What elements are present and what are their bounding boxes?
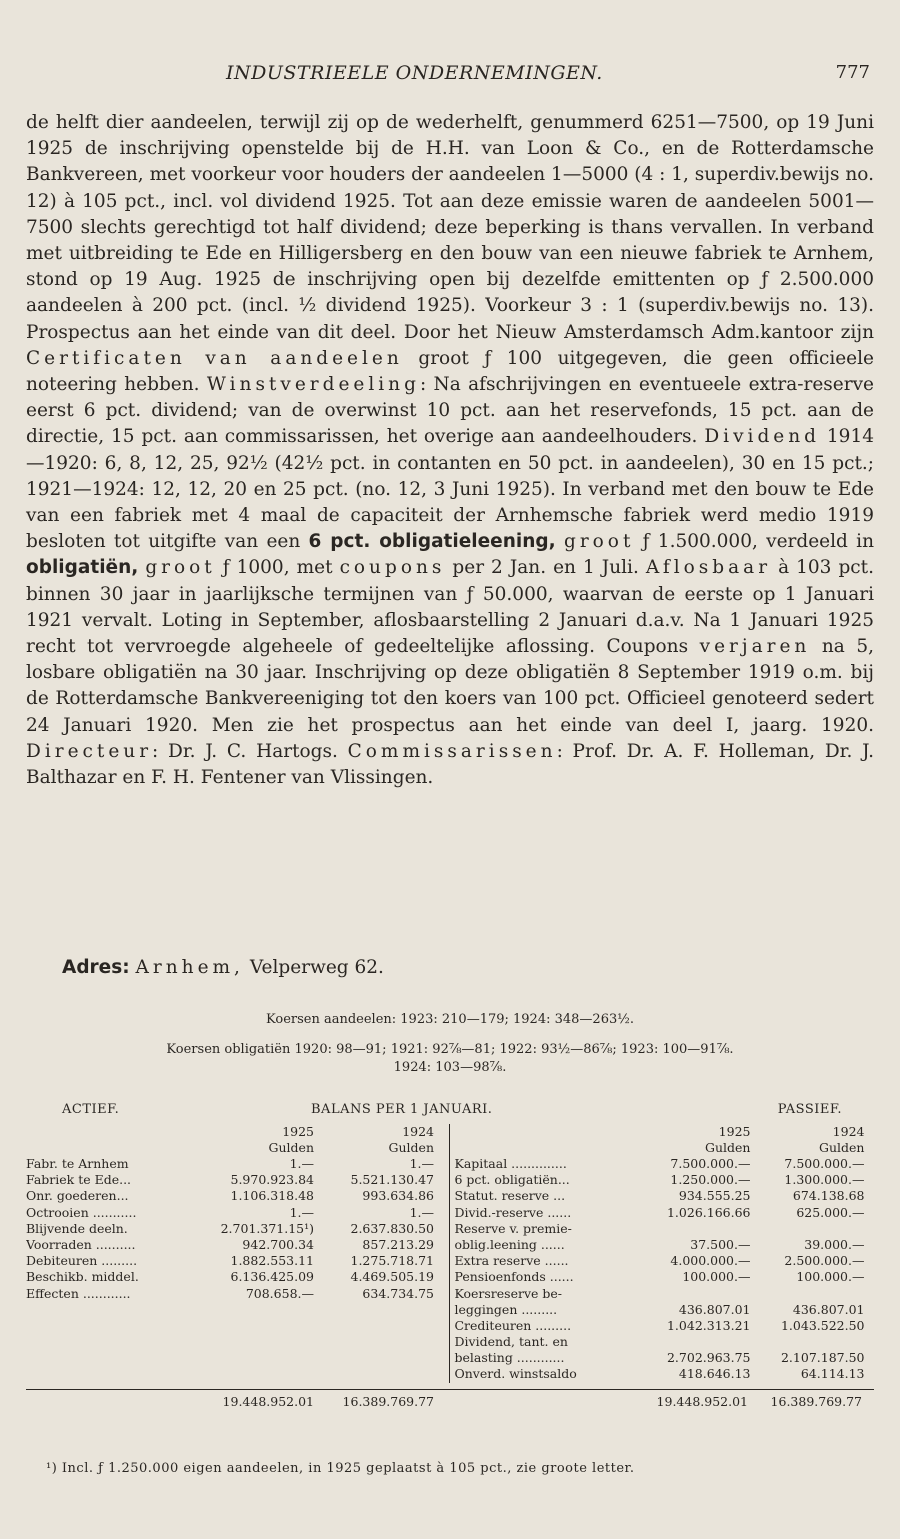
row-value: 64.114.13 [800, 1366, 865, 1382]
share-quotes: Koersen aandeelen: 1923: 210—179; 1924: 348—263½. [266, 1012, 634, 1027]
term-coupons: coupons [339, 557, 446, 579]
term-aflosbaar: Aflosbaar [645, 557, 772, 579]
row-value: 1.882.553.11 [230, 1253, 314, 1269]
unit-header: Gulden [268, 1140, 314, 1155]
address-city: Arnhem, [135, 957, 244, 978]
unit-header: Gulden [819, 1140, 865, 1155]
body-paragraph: de helft dier aandeelen, terwijl zij op de wederhelft, genummerd 6251—7500, op 19 Juni 1925 de inschrijving openstelde bij de H.H. van Loon & Co., en de Rotterdamsche Bankvereen, met voorkeur voor houders der aandeelen 1—5000 (4 : 1, superdiv.bewijs no. 12) à 105 pct., incl. vol dividend 1925. Tot aan deze emissie waren de aandeelen 5001—7500 slechts gerechtigd tot half dividend; deze beperking is thans vervallen. In verband met uitbreiding te Ede en Hilligersberg en den bouw van een nieuwe fabriek te Arnhem, stond op 19 Aug. 1925 de inschrijving open bij dezelfde emittenten op ƒ 2.500.000 aandeelen à 200 pct. (incl. ½ dividend 1925). Voorkeur 3 : 1 (superdiv.bewijs no. 13). Prospectus aan het einde van dit deel. Door het Nieuw Amsterdamsch Adm.kantoor zijn Certificaten van aandeelen groot ƒ 100 uitgegeven, die geen officieele noteering hebben. Winstverdeeling: Na afschrijvingen en eventueele extra-reserve eerst 6 pct. dividend; van de overwinst 10 pct. aan het reservefonds, 15 pct. aan de directie, 15 pct. aan commissarissen, het overige aan aandeelhouders. Dividend 1914—1920: 6, 8, 12, 25, 92½ (42½ pct. in contanten en 50 pct. in aandeelen), 30 en 15 pct.; 1921—1924: 12, 12, 20 en 25 pct. (no. 12, 3 Juni 1925). In verband met den bouw te Ede van een fabriek met 4 maal de capaciteit der Arnhemsche fabriek werd medio 1919 besloten tot uitgifte van een 6 pct. obligatieleening, groot ƒ 1.500.000, verdeeld in obligatiën, groot ƒ 1000, met coupons per 2 Jan. en 1 Juli. Aflosbaar à 103 pct. binnen 30 jaar in jaarlijksche termijnen van ƒ 50.000, waarvan de eerste op 1 Januari 1921 vervalt. Loting in September, aflosbaarstelling 2 Januari d.a.v. Na 1 Januari 1925 recht tot vervroegde algeheele of gedeeltelijke aflossing. Coupons verjaren na 5, losbare obligatiën na 30 jaar. Inschrijving op deze obligatiën 8 September 1919 o.m. bij de Rotterdamsche Bankvereeniging tot den koers van 100 pct. Officieel genoteerd sedert 24 Januari 1920. Men zie het prospectus aan het einde van deel I, jaarg. 1920. Directeur: Dr. J. C. Hartogs. Commissarissen: Prof. Dr. A. F. Holleman, Dr. J. Balthazar en F. H. Fentener van Vlissingen. [26, 112, 875, 789]
balance-row [26, 1269, 449, 1285]
row-value: 993.634.86 [362, 1188, 434, 1204]
row-value [644, 1334, 750, 1350]
company-description [26, 110, 874, 791]
row-value: 5.970.923.84 [230, 1172, 314, 1188]
balance-title: BALANS PER 1 JANUARI. [311, 1102, 493, 1117]
balance-totals [26, 1389, 874, 1409]
balance-row [26, 1237, 449, 1253]
row-value: 1.— [409, 1156, 434, 1171]
row-value: 625.000.— [796, 1204, 865, 1220]
year-header: 1925 [718, 1124, 751, 1139]
assets-title: ACTIEF. [62, 1102, 120, 1117]
balance-row [454, 1286, 874, 1302]
term-certificaten: Certificaten van aandeelen [26, 347, 403, 369]
row-value: 39.000.— [804, 1236, 865, 1252]
row-value: 942.700.34 [242, 1236, 314, 1252]
row-value: 857.213.29 [362, 1236, 434, 1252]
row-value: 436.807.01 [792, 1301, 865, 1317]
balance-row [454, 1205, 874, 1221]
term-obligatien: obligatiën, [26, 557, 139, 579]
row-value: 436.807.01 [678, 1301, 751, 1317]
row-value [644, 1286, 750, 1302]
balance-row [454, 1302, 874, 1318]
row-label: Debiteuren ......... [26, 1253, 138, 1269]
row-value [750, 1221, 864, 1237]
row-value: 2.702.963.75 [666, 1350, 751, 1366]
liabilities-column [450, 1124, 874, 1383]
row-label: Divid.-reserve ...... [454, 1204, 572, 1220]
row-label: Statut. reserve ... [454, 1188, 566, 1204]
row-value [750, 1334, 864, 1350]
row-value: 4.000.000.— [670, 1253, 751, 1269]
row-value: 708.658.— [245, 1285, 314, 1301]
address-street: Velperweg 62. [249, 957, 384, 978]
row-value [750, 1286, 864, 1302]
balance-row [454, 1318, 874, 1334]
row-label: Pensioenfonds ...... [454, 1269, 574, 1285]
row-value: 2.500.000.— [784, 1253, 865, 1269]
page-header [0, 62, 900, 86]
term-verjaren: verjaren [699, 636, 811, 658]
footnote: ¹) Incl. ƒ 1.250.000 eigen aandeelen, in 1925 geplaatst à 105 pct., zie groote letter. [46, 1461, 635, 1476]
liabilities-rows [454, 1156, 874, 1383]
balance-row [454, 1172, 874, 1188]
balance-row [26, 1286, 449, 1302]
row-value: 1.— [289, 1156, 314, 1171]
row-value: 100.000.— [796, 1269, 865, 1285]
row-value: 1.042.313.21 [666, 1317, 751, 1333]
balance-row [26, 1253, 449, 1269]
row-value: 634.734.75 [362, 1285, 434, 1301]
balance-row [454, 1237, 874, 1253]
term-commissarissen: Commissarissen [347, 740, 557, 762]
row-label: Beschikb. middel. [26, 1269, 139, 1285]
row-label: leggingen ......... [454, 1301, 558, 1317]
row-label: Octrooien ........... [26, 1204, 137, 1220]
balance-row [26, 1221, 449, 1237]
row-value: 1.275.718.71 [350, 1253, 434, 1269]
row-value: 2.701.371.15¹) [220, 1220, 314, 1236]
row-value: 1.043.522.50 [780, 1317, 865, 1333]
row-value: 7.500.000.— [670, 1156, 751, 1171]
row-label: Effecten ............ [26, 1285, 131, 1301]
row-label: Koersreserve be- [454, 1285, 563, 1301]
row-label: Voorraden .......... [26, 1236, 136, 1252]
assets-column [26, 1124, 450, 1383]
row-value: 1.026.166.66 [666, 1204, 751, 1220]
balance-row [454, 1334, 874, 1350]
row-value: 1.106.318.48 [230, 1188, 314, 1204]
unit-header: Gulden [705, 1140, 751, 1155]
page-number: 777 [835, 62, 870, 83]
liabilities-title: PASSIEF. [777, 1102, 842, 1117]
row-label: Kapitaal .............. [454, 1156, 567, 1171]
row-label: Onr. goederen... [26, 1188, 129, 1204]
balance-row [26, 1188, 449, 1204]
row-label: oblig.leening ...... [454, 1236, 565, 1252]
balance-header [26, 1102, 874, 1124]
row-value: 1.300.000.— [784, 1172, 865, 1188]
row-value: 418.646.13 [678, 1366, 751, 1382]
row-value: 1.— [289, 1204, 314, 1220]
row-label: 6 pct. obligatiën... [454, 1172, 570, 1188]
liabilities-total-1924: 16.389.769.77 [770, 1393, 862, 1409]
balance-row [26, 1172, 449, 1188]
row-label: belasting ............ [454, 1350, 565, 1366]
bond-quotes-cont: 1924: 103—98⅞. [393, 1060, 507, 1075]
row-label: Crediteuren ......... [454, 1317, 572, 1333]
row-label: Fabr. te Arnhem [26, 1156, 129, 1171]
balance-row [26, 1205, 449, 1221]
assets-total-1925: 19.448.952.01 [222, 1393, 314, 1409]
row-value: 2.107.187.50 [780, 1350, 865, 1366]
row-label: Dividend, tant. en [454, 1334, 568, 1350]
row-value: 5.521.130.47 [350, 1172, 434, 1188]
row-label: Fabriek te Ede... [26, 1172, 132, 1188]
balance-row [454, 1156, 874, 1172]
address-line [62, 957, 384, 978]
balance-row [454, 1253, 874, 1269]
row-label: Onverd. winstsaldo [454, 1366, 577, 1382]
row-label: Blijvende deeln. [26, 1220, 128, 1236]
term-winstverdeeling: Winstverdeeling [206, 374, 420, 396]
address-label: Adres: [62, 957, 130, 978]
row-value: 1.— [409, 1204, 434, 1220]
unit-header: Gulden [388, 1140, 434, 1155]
balance-row [26, 1156, 449, 1172]
year-header: 1925 [282, 1124, 314, 1139]
balance-row [454, 1269, 874, 1285]
row-value: 1.250.000.— [670, 1172, 751, 1188]
row-value: 4.469.505.19 [350, 1269, 434, 1285]
year-header: 1924 [402, 1124, 434, 1139]
term-directeur: Directeur [26, 740, 153, 762]
balance-row [454, 1350, 874, 1366]
balance-row [454, 1188, 874, 1204]
liabilities-total-1925: 19.448.952.01 [656, 1393, 748, 1409]
row-label: Extra reserve ...... [454, 1253, 569, 1269]
balance-row [454, 1221, 874, 1237]
row-value: 2.637.830.50 [350, 1220, 434, 1236]
row-value: 7.500.000.— [784, 1156, 865, 1171]
assets-rows [26, 1156, 449, 1302]
balance-sheet [26, 1102, 874, 1409]
term-dividend: Dividend [704, 426, 820, 448]
term-obligatieleening: 6 pct. obligatieleening, [308, 531, 556, 553]
assets-total-1924: 16.389.769.77 [342, 1393, 434, 1409]
balance-row [454, 1366, 874, 1382]
row-label: Reserve v. premie- [454, 1220, 572, 1236]
running-title: INDUSTRIEELE ONDERNEMINGEN. [226, 62, 603, 84]
row-value [644, 1221, 750, 1237]
row-value: 100.000.— [682, 1269, 751, 1285]
row-value: 674.138.68 [792, 1188, 865, 1204]
row-value: 934.555.25 [678, 1188, 751, 1204]
bond-quotes: Koersen obligatiën 1920: 98—91; 1921: 92⅞—81; 1922: 93½—86⅞; 1923: 100—91⅞. [166, 1042, 734, 1057]
row-value: 6.136.425.09 [230, 1269, 314, 1285]
row-value: 37.500.— [690, 1236, 751, 1252]
year-header: 1924 [832, 1124, 865, 1139]
